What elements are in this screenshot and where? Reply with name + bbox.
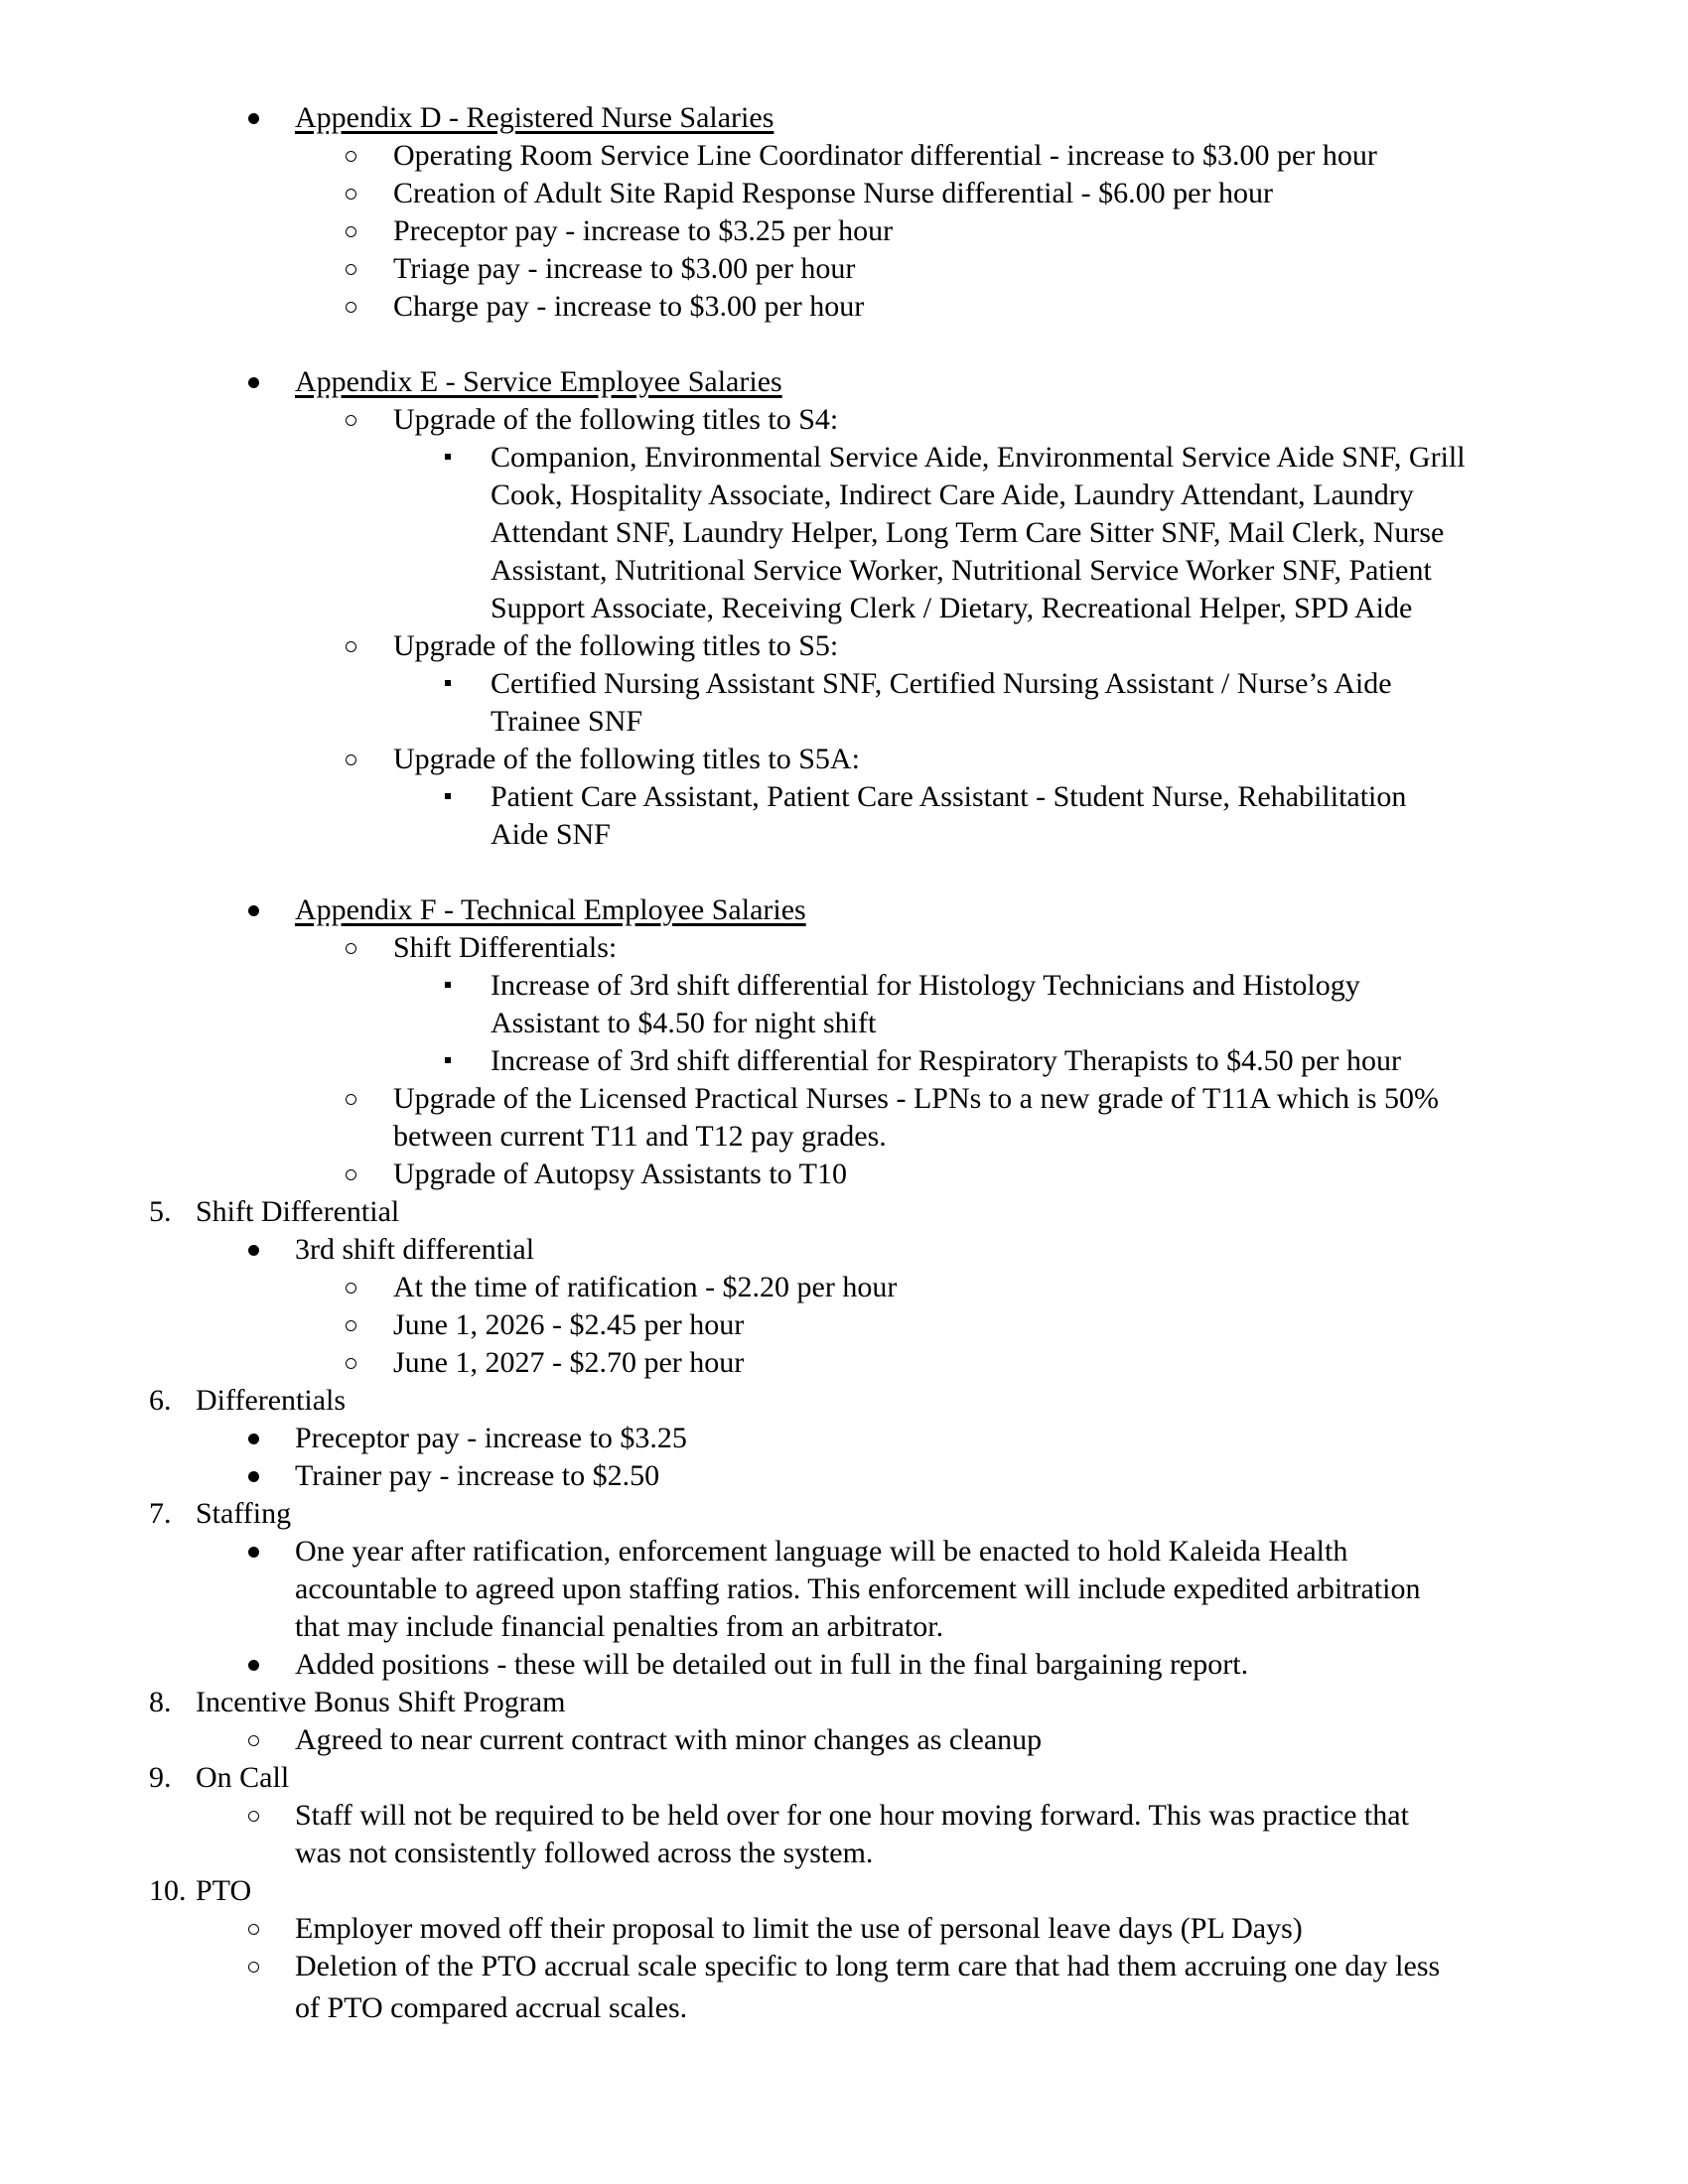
list-item: Operating Room Service Line Coordinator differential - increase to $3.00 per hour (393, 139, 1377, 172)
bullet-dot (248, 99, 259, 137)
bullet-dot (248, 1533, 259, 1570)
section-number: 8. (149, 1686, 172, 1718)
bullet-square (445, 1042, 451, 1080)
list-item: At the time of ratification - $2.20 per hour (393, 1271, 898, 1303)
bullet-square (445, 778, 451, 816)
list-item: Shift Differentials: (393, 931, 618, 964)
bullet-dot (248, 1231, 259, 1269)
list-item-line: of PTO compared accrual scales. (295, 1991, 688, 2024)
bullet-circle (346, 137, 356, 175)
section-number: 6. (149, 1384, 172, 1417)
list-item-line: Deletion of the PTO accrual scale specific to long term care that had them accruing one day less (295, 1950, 1441, 1982)
bullet-circle (248, 1948, 259, 1985)
list-item-line: Cook, Hospitality Associate, Indirect Care Aide, Laundry Attendant, Laundry (491, 478, 1414, 511)
list-item-line: Aide SNF (491, 818, 611, 851)
bullet-circle (346, 627, 356, 665)
section-number: 9. (149, 1761, 172, 1794)
bullet-square (445, 665, 451, 703)
bullet-circle (248, 1721, 259, 1759)
list-item: Agreed to near current contract with minor changes as cleanup (295, 1723, 1043, 1756)
list-item-line: Attendant SNF, Laundry Helper, Long Term Care Sitter SNF, Mail Clerk, Nurse (491, 516, 1445, 549)
list-item: Trainer pay - increase to $2.50 (295, 1459, 660, 1492)
list-item: Upgrade of Autopsy Assistants to T10 (393, 1158, 847, 1190)
list-item: Charge pay - increase to $3.00 per hour (393, 290, 865, 323)
list-item: Employer moved off their proposal to limit the use of personal leave days (PL Days) (295, 1912, 1303, 1945)
section-title: PTO (196, 1874, 252, 1907)
bullet-dot (248, 1420, 259, 1457)
bullet-circle (248, 1910, 259, 1948)
list-item: 3rd shift differential (295, 1233, 535, 1266)
list-item: Preceptor pay - increase to $3.25 (295, 1422, 687, 1454)
section-title: Differentials (196, 1384, 347, 1417)
bullet-circle (346, 212, 356, 250)
bullet-dot (248, 363, 259, 401)
list-item-line: Patient Care Assistant, Patient Care Assistant - Student Nurse, Rehabilitation (491, 780, 1407, 813)
list-item-line: Increase of 3rd shift differential for Histology Technicians and Histology (491, 969, 1360, 1002)
list-item: Added positions - these will be detailed out in full in the final bargaining report. (295, 1648, 1249, 1681)
bullet-circle (346, 1344, 356, 1382)
list-item-line: Certified Nursing Assistant SNF, Certified Nursing Assistant / Nurse’s Aide (491, 667, 1392, 700)
list-item-line: Upgrade of the Licensed Practical Nurses - LPNs to a new grade of T11A which is 50% (393, 1082, 1440, 1115)
appendix-d-heading: Appendix D - Registered Nurse Salaries (295, 101, 774, 134)
bullet-circle (346, 1080, 356, 1118)
list-item-line: between current T11 and T12 pay grades. (393, 1120, 887, 1153)
list-item-line: Staff will not be required to be held over for one hour moving forward. This was practice that (295, 1799, 1409, 1832)
list-item-line: Assistant to $4.50 for night shift (491, 1007, 877, 1039)
bullet-dot (248, 1457, 259, 1495)
list-item: Upgrade of the following titles to S5A: (393, 743, 860, 775)
list-item: June 1, 2026 - $2.45 per hour (393, 1308, 745, 1341)
bullet-circle (346, 250, 356, 288)
bullet-circle (346, 175, 356, 212)
list-item-line: was not consistently followed across the system. (295, 1837, 874, 1869)
bullet-circle (346, 401, 356, 439)
section-title: Shift Differential (196, 1195, 400, 1228)
bullet-circle (248, 1797, 259, 1835)
section-number: 7. (149, 1497, 172, 1530)
appendix-f-heading: Appendix F - Technical Employee Salaries (295, 893, 806, 926)
list-item-line: Assistant, Nutritional Service Worker, Nutritional Service Worker SNF, Patient (491, 554, 1432, 587)
section-title: On Call (196, 1761, 290, 1794)
section-title: Incentive Bonus Shift Program (196, 1686, 566, 1718)
bullet-dot (248, 891, 259, 929)
bullet-circle (346, 1306, 356, 1344)
bullet-circle (346, 929, 356, 967)
list-item-line: accountable to agreed upon staffing ratios. This enforcement will include expedited arbitration (295, 1572, 1421, 1605)
list-item-line: Support Associate, Receiving Clerk / Dietary, Recreational Helper, SPD Aide (491, 592, 1413, 624)
list-item-line: Companion, Environmental Service Aide, Environmental Service Aide SNF, Grill (491, 441, 1466, 474)
list-item: Triage pay - increase to $3.00 per hour (393, 252, 856, 285)
bullet-circle (346, 741, 356, 778)
bullet-dot (248, 1646, 259, 1684)
section-number: 10. (149, 1874, 187, 1907)
list-item: June 1, 2027 - $2.70 per hour (393, 1346, 745, 1379)
list-item-line: One year after ratification, enforcement language will be enacted to hold Kaleida Health (295, 1535, 1348, 1568)
bullet-square (445, 439, 451, 477)
bullet-circle (346, 1156, 356, 1193)
list-item: Increase of 3rd shift differential for Respiratory Therapists to $4.50 per hour (491, 1044, 1401, 1077)
list-item-line: Trainee SNF (491, 705, 643, 738)
bullet-square (445, 967, 451, 1005)
list-item: Creation of Adult Site Rapid Response Nurse differential - $6.00 per hour (393, 177, 1273, 209)
list-item: Preceptor pay - increase to $3.25 per hour (393, 214, 894, 247)
bullet-circle (346, 1269, 356, 1306)
list-item: Upgrade of the following titles to S4: (393, 403, 839, 436)
bullet-circle (346, 288, 356, 326)
appendix-e-heading: Appendix E - Service Employee Salaries (295, 365, 782, 398)
section-title: Staffing (196, 1497, 292, 1530)
list-item: Upgrade of the following titles to S5: (393, 629, 839, 662)
list-item-line: that may include financial penalties from an arbitrator. (295, 1610, 944, 1643)
section-number: 5. (149, 1195, 172, 1228)
